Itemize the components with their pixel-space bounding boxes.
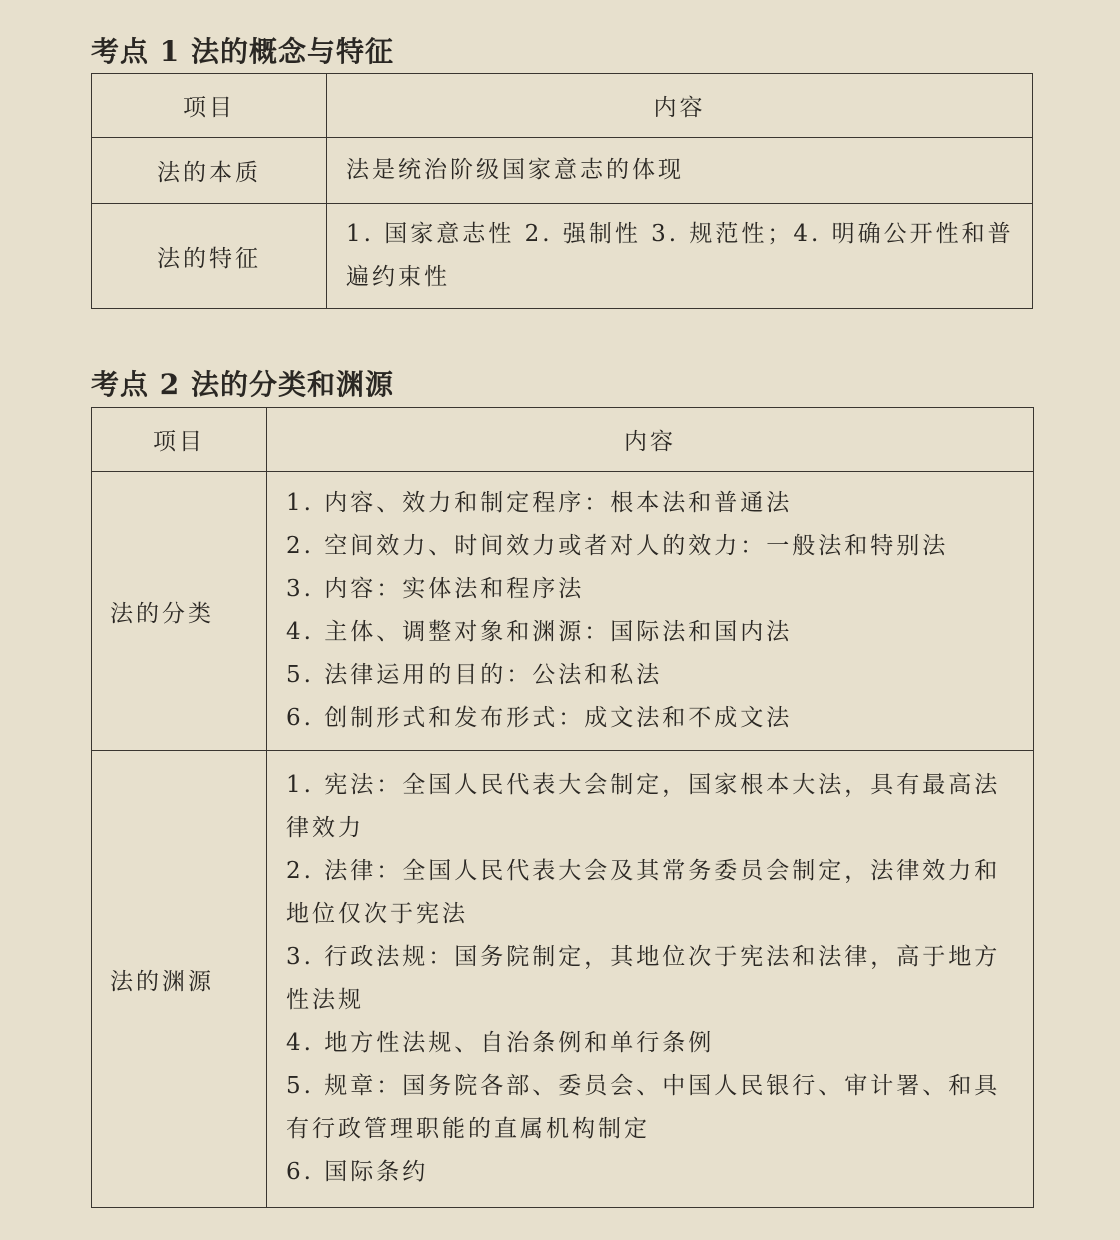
list-item: 6. 国际条约 [286,1159,429,1185]
table-row [92,472,1034,751]
law-concept-table [91,73,1033,309]
header-content: 内容 [267,408,1034,472]
law-classification-table [91,407,1034,1208]
table-header-row [92,74,1033,138]
section-1-title: 考点 1 法的概念与特征 [91,35,394,68]
list-item: 3. 内容：实体法和程序法 [286,576,585,602]
row-label: 法的特征 [92,204,327,309]
row-content [267,751,1034,1208]
list-item: 1. 内容、效力和制定程序：根本法和普通法 [286,490,793,516]
header-item: 项目 [92,408,267,472]
list-item: 2. 法律：全国人民代表大会及其常务委员会制定，法律效力和地位仅次于宪法 [286,858,1001,927]
list-item: 1. 宪法：全国人民代表大会制定，国家根本大法，具有最高法律效力 [286,772,1001,841]
table-row [92,138,1033,204]
list-item: 5. 法律运用的目的：公法和私法 [286,662,663,688]
list-item: 4. 主体、调整对象和渊源：国际法和国内法 [286,619,793,645]
row-content [267,472,1034,751]
list-item: 2. 空间效力、时间效力或者对人的效力：一般法和特别法 [286,533,949,559]
list-item: 3. 行政法规：国务院制定，其地位次于宪法和法律，高于地方性法规 [286,944,1001,1013]
row-label: 法的分类 [92,472,267,751]
table-row [92,751,1034,1208]
header-item: 项目 [92,74,327,138]
row-label: 法的渊源 [92,751,267,1208]
list-item: 5. 规章：国务院各部、委员会、中国人民银行、审计署、和具有行政管理职能的直属机构制定 [286,1073,1001,1142]
table-row [92,204,1033,309]
section-2-title: 考点 2 法的分类和渊源 [91,368,394,401]
header-content: 内容 [327,74,1033,138]
row-label: 法的本质 [92,138,327,204]
table-header-row [92,408,1034,472]
list-item: 4. 地方性法规、自治条例和单行条例 [286,1030,715,1056]
row-content: 1. 国家意志性 2. 强制性 3. 规范性；4. 明确公开性和普遍约束性 [327,204,1033,309]
list-item: 6. 创制形式和发布形式：成文法和不成文法 [286,705,793,731]
row-content: 法是统治阶级国家意志的体现 [327,138,1033,204]
